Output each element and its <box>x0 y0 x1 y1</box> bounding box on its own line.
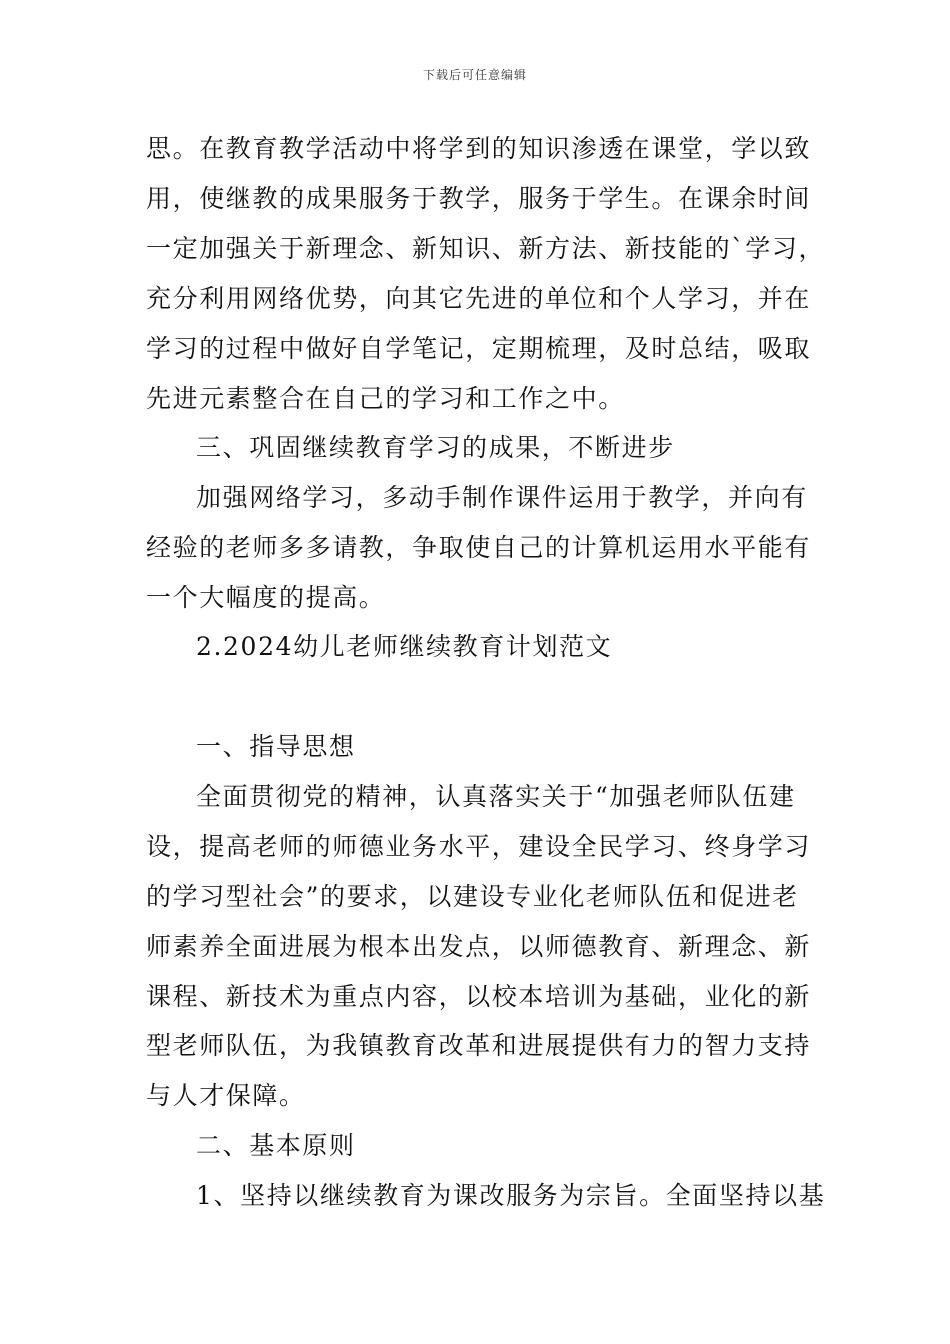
section-heading: 一、指导思想 <box>196 732 356 761</box>
body-line: 学习的过程中做好自学笔记，定期梳理，及时总结，吸取 <box>146 334 812 363</box>
body-line: 1、坚持以继续教育为课改服务为宗旨。全面坚持以基 <box>196 1181 826 1210</box>
section-heading: 三、巩固继续教育学习的成果，不断进步 <box>196 433 675 462</box>
body-line: 充分利用网络优势，向其它先进的单位和个人学习，并在 <box>146 284 812 313</box>
body-line: 全面贯彻党的精神，认真落实关于“加强老师队伍建 <box>196 782 796 811</box>
body-line: 经验的老师多多请教，争取使自己的计算机运用水平能有 <box>146 533 812 562</box>
body-line: 一个大幅度的提高。 <box>146 583 386 612</box>
body-line: 思。在教育教学活动中将学到的知识渗透在课堂，学以致 <box>146 134 812 163</box>
body-line: 设，提高老师的师德业务水平，建设全民学习、终身学习 <box>146 832 812 861</box>
body-line: 的学习型社会”的要求，以建设专业化老师队伍和促进老 <box>146 882 799 911</box>
body-line: 加强网络学习，多动手制作课件运用于教学，并向有 <box>196 483 808 512</box>
article-title: 2.2024幼儿老师继续教育计划范文 <box>196 632 613 661</box>
body-line: 型老师队伍，为我镇教育改革和进展提供有力的智力支持 <box>146 1031 812 1060</box>
body-line: 先进元素整合在自己的学习和工作之中。 <box>146 384 625 413</box>
body-line: 一定加强关于新理念、新知识、新方法、新技能的`学习， <box>146 234 826 263</box>
body-line: 课程、新技术为重点内容，以校本培训为基础，业化的新 <box>146 982 812 1011</box>
body-line: 用，使继教的成果服务于教学，服务于学生。在课余时间 <box>146 184 812 213</box>
body-line: 师素养全面进展为根本出发点，以师德教育、新理念、新 <box>146 932 812 961</box>
page-header: 下载后可任意编辑 <box>422 68 527 82</box>
body-line: 与人才保障。 <box>146 1081 306 1110</box>
section-heading: 二、基本原则 <box>196 1131 356 1160</box>
